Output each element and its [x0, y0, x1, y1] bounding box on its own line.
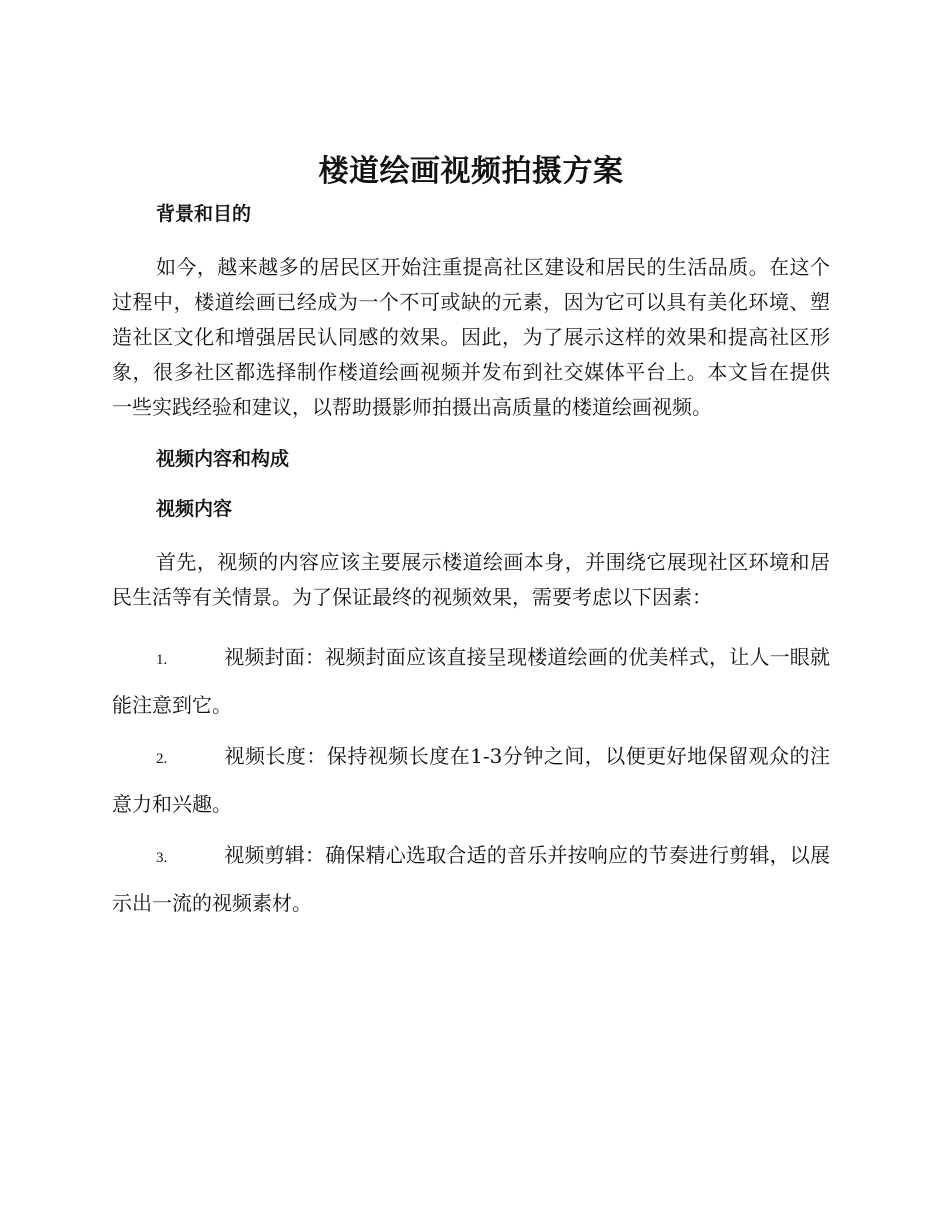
subheading-video-content: 视频内容 — [156, 498, 233, 520]
list-item-text: 视频剪辑：确保精心选取合适的音乐并按响应的节奏进行剪辑，以展示出一流的视频素材。 — [112, 843, 830, 915]
document-page — [112, 150, 830, 932]
list-item — [112, 833, 830, 926]
list-item-number: 1. — [156, 652, 168, 668]
document-title: 楼道绘画视频拍摄方案 — [318, 154, 624, 189]
section-heading-background: 背景和目的 — [156, 203, 252, 225]
list-item-number: 3. — [156, 850, 168, 866]
list-item-text: 视频封面：视频封面应该直接呈现楼道绘画的优美样式，让人一眼就能注意到它。 — [112, 645, 830, 717]
list-item-number: 2. — [156, 751, 168, 767]
section-heading-content: 视频内容和构成 — [156, 448, 290, 470]
list-item — [112, 734, 830, 827]
list-item-text: 视频长度：保持视频长度在1-3分钟之间，以便更好地保留观众的注意力和兴趣。 — [112, 744, 830, 816]
background-paragraph: 如今，越来越多的居民区开始注重提高社区建设和居民的生活品质。在这个过程中，楼道绘画已经成为一个不可或缺的元素，因为它可以具有美化环境、塑造社区文化和增强居民认同感的效果。因此，为了展示这样的效果和提高社区形象，很多社区都选择制作楼道绘画视频并发布到社交媒体平台上。本文旨在提供一些实践经验和建议，以帮助摄影师拍摄出高质量的楼道绘画视频。 — [112, 255, 830, 419]
content-paragraph: 首先，视频的内容应该主要展示楼道绘画本身，并围绕它展现社区环境和居民生活等有关情景。为了保证最终的视频效果，需要考虑以下因素： — [112, 550, 830, 609]
list-item — [112, 635, 830, 728]
